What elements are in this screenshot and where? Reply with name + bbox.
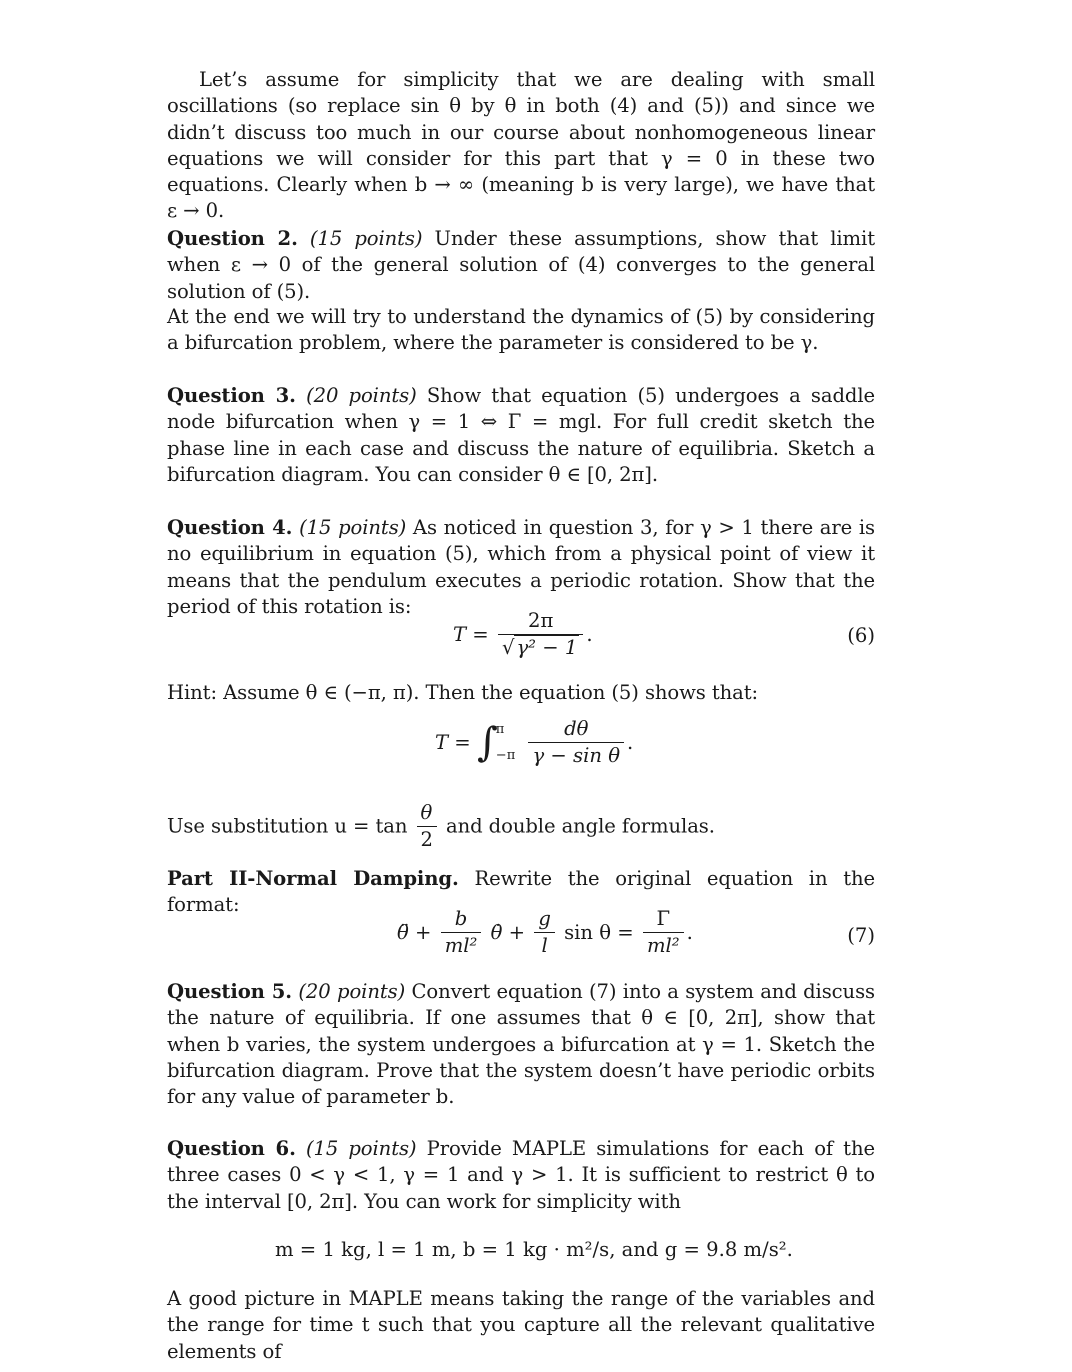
- parameters-text: m = 1 kg, l = 1 m, b = 1 kg · m²/s, and g = 9.8 m/s².: [275, 1238, 793, 1261]
- equation-6-denominator: γ² − 1: [516, 636, 578, 659]
- question-5-text: Convert equation (7) into a system and discuss the nature of equilibria. If one assumes that θ ∈ [0, 2π], show that when b varies, the system undergoes a bifurcation at γ = 1. Sketch the bifurcation diagram. Prove that the system doesn’t have periodic orbits for any value of parameter b.: [167, 980, 875, 1109]
- part-2-heading: Part II-Normal Damping.: [167, 867, 459, 890]
- integral-numerator: dθ: [528, 718, 624, 743]
- question-2: [167, 226, 875, 305]
- closing-text: A good picture in MAPLE means taking the range of the variables and the range for time t such that you capture all the relevant qualitative elements of: [167, 1287, 875, 1363]
- equation-6: T = $\frac{2\pi}{\text{√ γ² − 1}}$ . (6): [453, 609, 875, 659]
- integral-upper: π: [495, 722, 505, 737]
- equation-7-fraction-1: [441, 908, 482, 957]
- bifurcation-intro: [167, 304, 875, 357]
- question-2-text: Under these assumptions, show that limit when ε → 0 of the general solution of (4) converges to the general solution of (5).: [167, 227, 875, 303]
- question-2-heading: Question 2.: [167, 227, 298, 250]
- integral-lhs: T =: [435, 731, 471, 754]
- equation-6-number: (6): [847, 624, 875, 647]
- equation-6-numerator: 2π: [498, 610, 583, 635]
- closing: [167, 1286, 875, 1365]
- integral-lower: −π: [495, 748, 516, 763]
- substitution-frac-num: θ: [417, 802, 437, 827]
- question-3: [167, 383, 875, 488]
- question-6-text: Provide MAPLE simulations for each of the three cases 0 < γ < 1, γ = 1 and γ > 1. It is sufficient to restrict θ to the interval [0, 2π]. You can work for simplicity with: [167, 1137, 875, 1213]
- integral-fraction: [528, 718, 624, 767]
- substitution: [167, 800, 875, 852]
- bifurcation-intro-text: At the end we will try to understand the dynamics of (5) by considering a bifurcation problem, where the parameter is considered to be γ.: [167, 305, 875, 355]
- hint-text: Hint: Assume θ ∈ (−π, π). Then the equation (5) shows that:: [167, 681, 759, 704]
- intro-text: Let’s assume for simplicity that we are dealing with small oscillations (so replace sin θ by θ in both (4) and (5)) and since we didn’t discuss too much in our course about nonhomogeneous linear equations we will consider for this part that γ = 0 in these two equations. Clearly when b → ∞ (meaning b is very large), we have that ε → 0.: [167, 68, 875, 223]
- equation-7-f2-den: l: [541, 934, 548, 957]
- equation-7-number: (7): [847, 924, 875, 947]
- equation-7-f3-num: Γ: [643, 908, 684, 933]
- question-4-points: (15 points): [299, 516, 407, 539]
- equation-7-term1: θ̈ +: [397, 921, 432, 944]
- equation-7-f3-den: ml²: [646, 934, 680, 957]
- question-6: [167, 1136, 875, 1215]
- equation-7-term3: sin θ =: [564, 921, 634, 944]
- equation-7-fraction-3: [643, 908, 684, 957]
- part-2-text: Rewrite the original equation in the format:: [167, 867, 875, 917]
- substitution-before: Use substitution u = tan: [167, 814, 408, 838]
- substitution-frac-den: 2: [420, 828, 433, 851]
- equation-6-lhs: T =: [453, 623, 489, 646]
- integral-equation: T = ∫π −π $\frac{d\theta}{\text{γ − sin θ}}$ .: [435, 717, 634, 767]
- question-3-points: (20 points): [306, 384, 417, 407]
- question-3-heading: Question 3.: [167, 384, 296, 407]
- equation-7-f1-den: ml²: [444, 934, 478, 957]
- equation-7-f1-num: b: [441, 908, 482, 933]
- substitution-fraction: [417, 802, 437, 851]
- question-4: [167, 515, 875, 620]
- question-6-points: (15 points): [305, 1137, 417, 1160]
- equation-7-fraction-2: [534, 908, 555, 957]
- equation-7-f2-num: g: [534, 908, 555, 933]
- question-2-points: (15 points): [309, 227, 423, 250]
- equation-7-term2: θ̇ +: [490, 921, 526, 944]
- integral-denominator: γ − sin θ: [532, 744, 621, 767]
- equation-6-fraction: [498, 610, 583, 659]
- question-4-text: As noticed in question 3, for γ > 1 there are is no equilibrium in equation (5), which from a physical point of view it means that the pendulum executes a periodic rotation. Show that the period of this rotation is:: [167, 516, 875, 618]
- equation-7: θ̈ + $\frac{b}{\text{ml²}}$ θ̇ + $\frac{g}{l}$ sin θ = $\frac{\Gamma}{\text{ml²}}$ . (7): [397, 907, 875, 957]
- substitution-after: and double angle formulas.: [446, 814, 715, 838]
- integral-sign: ∫: [476, 719, 498, 766]
- intro-paragraph: [167, 67, 875, 225]
- question-5-heading: Question 5.: [167, 980, 293, 1003]
- question-5: [167, 979, 875, 1110]
- question-4-heading: Question 4.: [167, 516, 293, 539]
- question-6-heading: Question 6.: [167, 1137, 296, 1160]
- sqrt-sign: √: [501, 636, 515, 659]
- hint: [167, 680, 875, 706]
- question-3-text: Show that equation (5) undergoes a saddle node bifurcation when γ = 1 ⇔ Γ = mgl. For full credit sketch the phase line in each case and discuss the nature of equilibria. Sketch a bifurcation diagram. You can consider θ ∈ [0, 2π].: [167, 384, 875, 486]
- question-5-points: (20 points): [298, 980, 406, 1003]
